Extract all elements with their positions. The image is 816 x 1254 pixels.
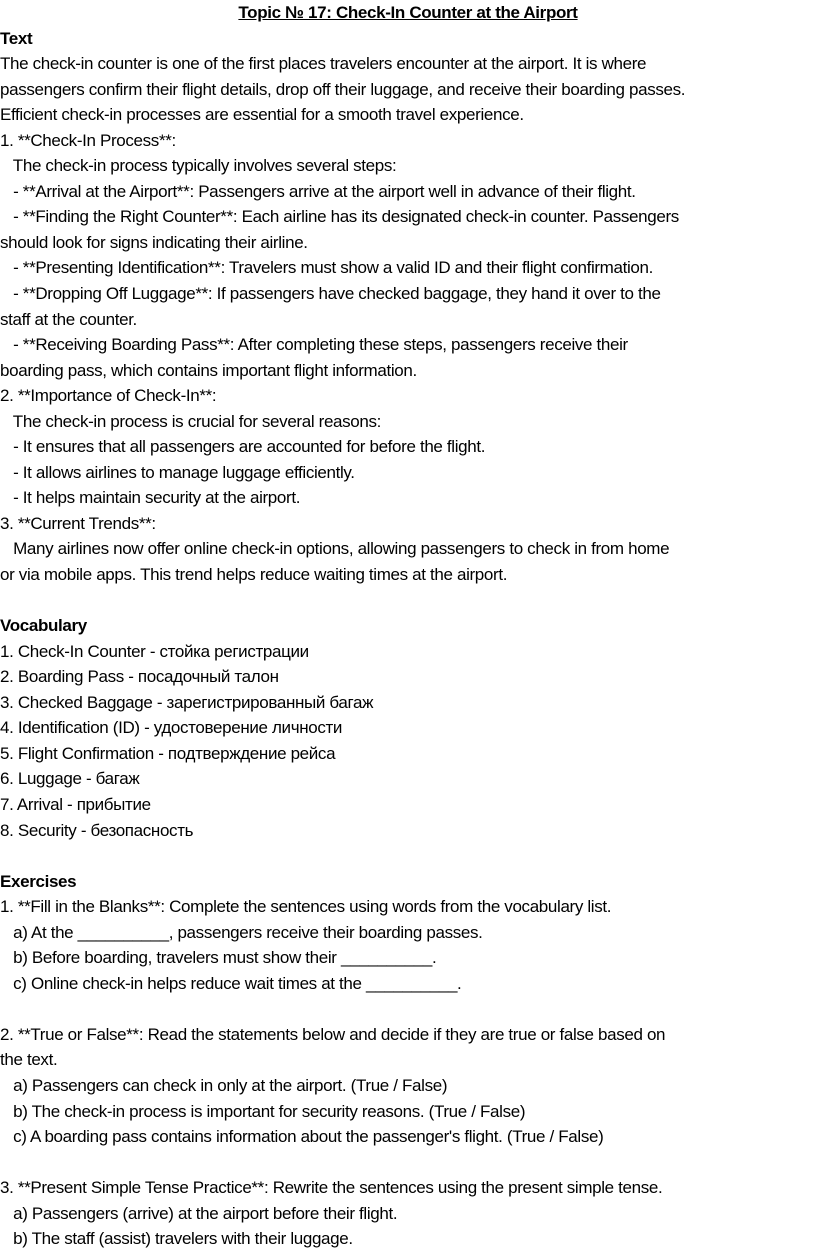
document-title <box>0 0 816 26</box>
blank-line <box>0 996 816 1022</box>
text-line: Many airlines now offer online check-in options, allowing passengers to check in from home <box>0 539 670 559</box>
text-line: 4. Identification (ID) - удостоверение личности <box>0 718 343 738</box>
blank-line <box>0 588 816 614</box>
text-line: a) Passengers can check in only at the airport. (True / False) <box>0 1075 448 1095</box>
text-line: 2. **Importance of Check-In**: <box>0 386 217 406</box>
text-line: - **Presenting Identification**: Travelers must show a valid ID and their flight confirmation. <box>0 258 653 278</box>
text-line: boarding pass, which contains important flight information. <box>0 360 417 380</box>
text-line: b) Before boarding, travelers must show their __________. <box>0 948 437 968</box>
text-line: 3. **Present Simple Tense Practice**: Rewrite the sentences using the present simple tense. <box>0 1178 663 1198</box>
section-heading-exercises: Exercises <box>0 871 77 891</box>
document-body <box>0 26 816 1252</box>
text-line: - **Receiving Boarding Pass**: After completing these steps, passengers receive their <box>0 335 628 355</box>
text-line: The check-in counter is one of the first places travelers encounter at the airport. It is where <box>0 54 647 74</box>
section-heading-vocabulary: Vocabulary <box>0 616 87 636</box>
document-title-text: Topic № 17: Check-In Counter at the Airport <box>238 3 578 22</box>
text-line: 1. Check-In Counter - стойка регистрации <box>0 641 309 661</box>
text-line: 2. **True or False**: Read the statements below and decide if they are true or false based on <box>0 1024 666 1044</box>
text-line: 5. Flight Confirmation - подтверждение рейса <box>0 743 336 763</box>
text-line: - **Dropping Off Luggage**: If passengers have checked baggage, they hand it over to the <box>0 284 661 304</box>
blank-line <box>0 843 816 869</box>
text-line: - **Finding the Right Counter**: Each airline has its designated check-in counter. Passengers <box>0 207 679 227</box>
text-line: 8. Security - безопасность <box>0 820 194 840</box>
text-line: 3. **Current Trends**: <box>0 513 156 533</box>
text-line: - It helps maintain security at the airport. <box>0 488 301 508</box>
text-line: 6. Luggage - багаж <box>0 769 140 789</box>
section-heading-text: Text <box>0 28 33 48</box>
text-line: should look for signs indicating their airline. <box>0 232 308 252</box>
text-line: - It allows airlines to manage luggage efficiently. <box>0 462 355 482</box>
text-line: 2. Boarding Pass - посадочный талон <box>0 667 279 687</box>
blank-line <box>0 1150 816 1176</box>
text-line: 3. Checked Baggage - зарегистрированный багаж <box>0 692 374 712</box>
text-line: c) A boarding pass contains information about the passenger's flight. (True / False) <box>0 1127 604 1147</box>
text-line: a) Passengers (arrive) at the airport before their flight. <box>0 1203 398 1223</box>
text-line: - It ensures that all passengers are accounted for before the flight. <box>0 437 486 457</box>
text-line: staff at the counter. <box>0 309 137 329</box>
text-line: - **Arrival at the Airport**: Passengers arrive at the airport well in advance of their flight. <box>0 181 636 201</box>
text-line: b) The staff (assist) travelers with their luggage. <box>0 1229 353 1249</box>
text-line: the text. <box>0 1050 58 1070</box>
text-line: c) Online check-in helps reduce wait times at the __________. <box>0 973 462 993</box>
text-line: 1. **Check-In Process**: <box>0 130 176 150</box>
text-line: The check-in process is crucial for several reasons: <box>0 411 382 431</box>
text-line: 1. **Fill in the Blanks**: Complete the sentences using words from the vocabulary list. <box>0 897 612 917</box>
text-line: Efficient check-in processes are essential for a smooth travel experience. <box>0 105 524 125</box>
text-line: 7. Arrival - прибытие <box>0 794 151 814</box>
text-line: or via mobile apps. This trend helps reduce waiting times at the airport. <box>0 565 508 585</box>
text-line: The check-in process typically involves several steps: <box>0 156 397 176</box>
text-line: b) The check-in process is important for security reasons. (True / False) <box>0 1101 526 1121</box>
text-line: passengers confirm their flight details, drop off their luggage, and receive their boarding passes. <box>0 79 686 99</box>
text-line: a) At the __________, passengers receive their boarding passes. <box>0 922 483 942</box>
